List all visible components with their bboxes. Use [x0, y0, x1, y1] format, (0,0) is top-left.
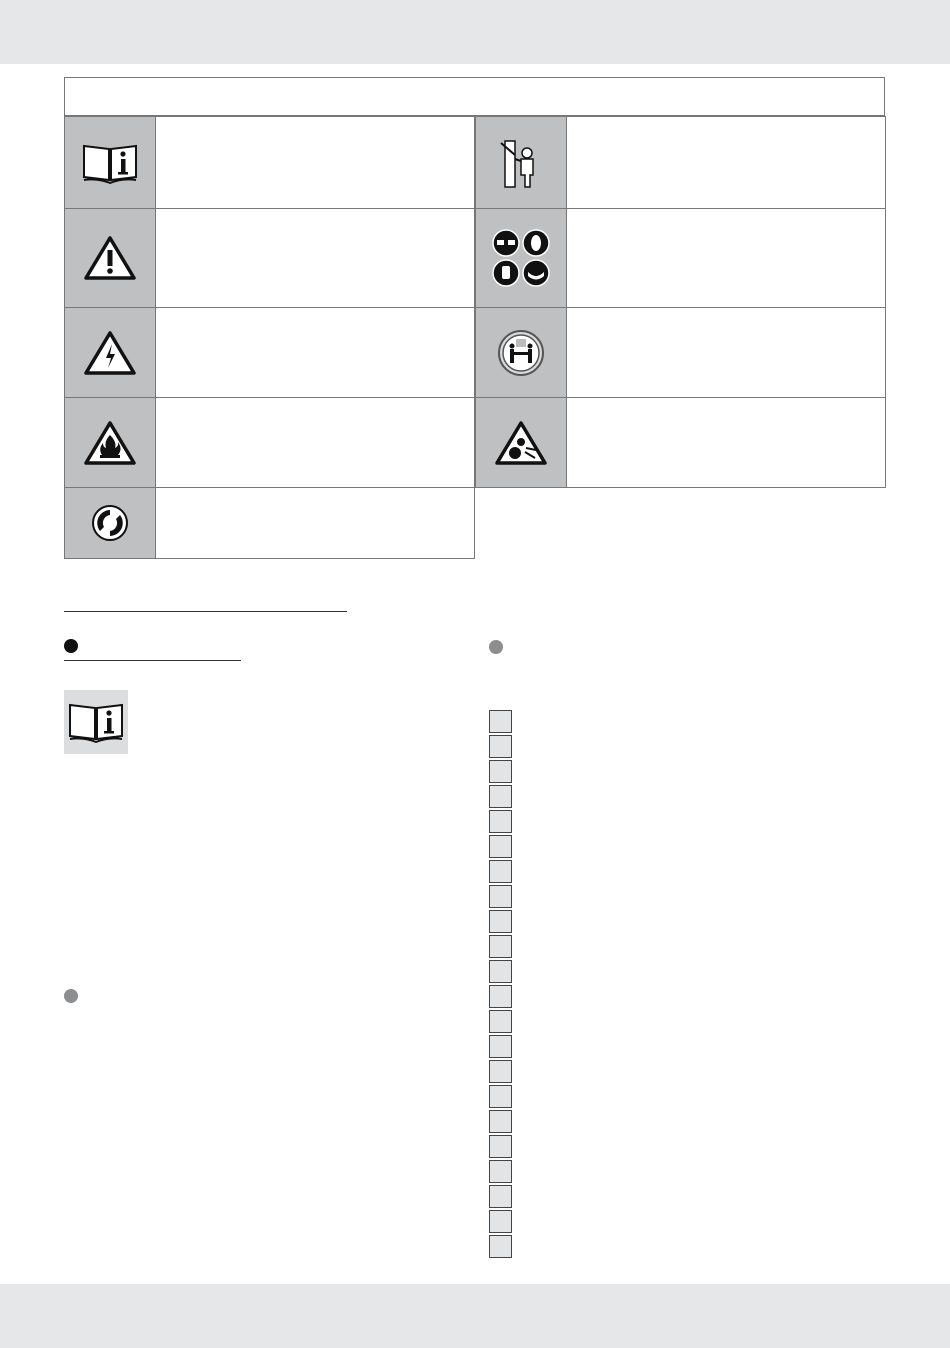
two-person-carry-icon [496, 328, 546, 378]
legend-cell-recycling [64, 487, 475, 559]
section-bullet-grey [489, 640, 503, 654]
legend-cell-children [475, 116, 886, 209]
general-warning-icon [84, 235, 136, 281]
part-number-box [489, 835, 512, 858]
section-bullet [64, 639, 78, 653]
part-number-box [489, 760, 512, 783]
part-number-box [489, 710, 512, 733]
part-number-box [489, 910, 512, 933]
instructions-info-icon [82, 142, 138, 184]
part-number-box [489, 960, 512, 983]
part-number-box [489, 1035, 512, 1058]
legend-cell-instructions [64, 116, 475, 209]
symbol-panel [476, 308, 567, 397]
part-number-box [489, 985, 512, 1008]
legend-cell-electric [64, 307, 475, 398]
parts-list [489, 710, 513, 1260]
legend-cell-flammable [64, 397, 475, 488]
part-number-box [489, 1110, 512, 1133]
section-bullet-grey [64, 989, 78, 1003]
symbol-panel [65, 209, 156, 307]
symbol-panel [476, 398, 567, 487]
part-number-box [489, 885, 512, 908]
symbol-panel [65, 117, 156, 208]
symbols-legend-title-box [64, 77, 885, 116]
legend-cell-protection [475, 208, 886, 308]
part-number-box [489, 1060, 512, 1083]
footer-band [0, 1284, 950, 1348]
legend-cell-warning [64, 208, 475, 308]
part-number-box [489, 1085, 512, 1108]
legend-cell-two-person [475, 307, 886, 398]
part-number-box [489, 1160, 512, 1183]
part-number-box [489, 1135, 512, 1158]
part-number-box [489, 1010, 512, 1033]
part-number-box [489, 935, 512, 958]
part-number-box [489, 810, 512, 833]
info-box [64, 690, 128, 754]
legend-cell-debris [475, 397, 886, 488]
symbol-panel [476, 209, 567, 307]
part-number-box [489, 735, 512, 758]
green-dot-recycling-icon [90, 503, 130, 543]
subsection-heading-rule [64, 660, 241, 661]
flammable-warning-icon [84, 420, 136, 466]
electric-shock-warning-icon [84, 330, 136, 376]
keep-away-from-children-icon [499, 137, 543, 189]
symbol-panel [65, 398, 156, 487]
header-band [0, 0, 950, 64]
part-number-box [489, 1235, 512, 1258]
flying-debris-warning-icon [495, 420, 547, 466]
symbol-panel [65, 308, 156, 397]
part-number-box [489, 785, 512, 808]
part-number-box [489, 1185, 512, 1208]
symbol-panel [476, 117, 567, 208]
part-number-box [489, 1210, 512, 1233]
symbol-panel [65, 488, 156, 558]
section-heading-rule [64, 611, 347, 612]
protective-equipment-icon [491, 228, 551, 288]
part-number-box [489, 860, 512, 883]
instructions-info-icon [68, 701, 124, 743]
